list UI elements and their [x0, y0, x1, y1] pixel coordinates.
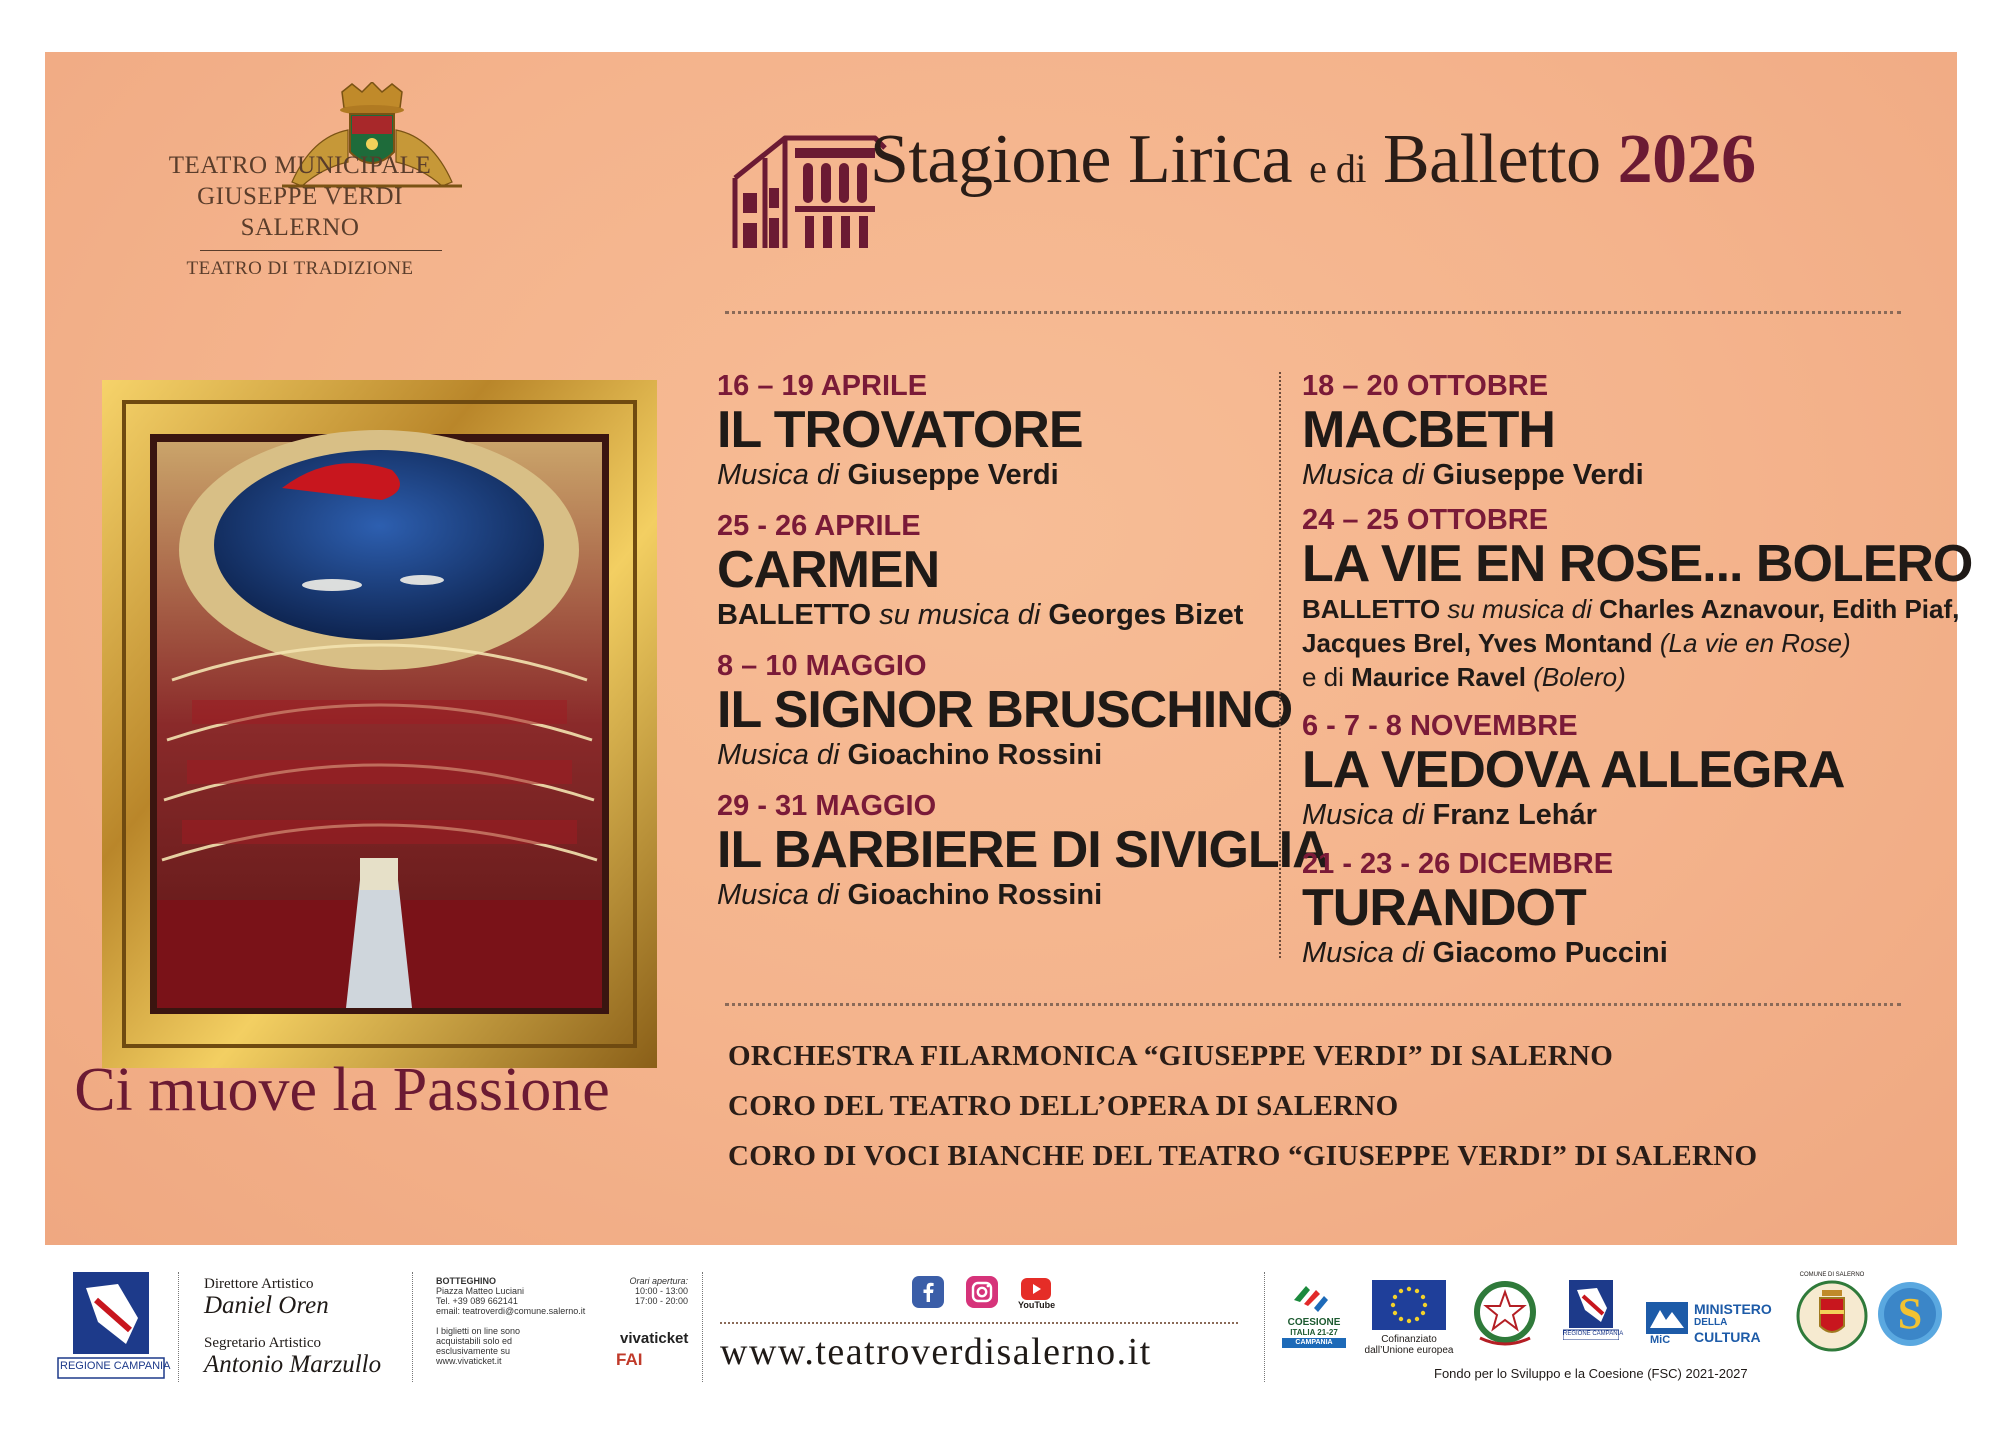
footer-divider: [702, 1272, 703, 1382]
fai-logo: FAI: [616, 1350, 643, 1369]
footer-divider: [412, 1272, 413, 1382]
footer-web-divider: [720, 1322, 1238, 1324]
ticket-note-line: esclusivamente su: [436, 1346, 511, 1356]
hours-title: Orari apertura:: [629, 1276, 688, 1286]
director-role: Direttore Artistico: [204, 1276, 314, 1292]
event-credit: [717, 738, 1217, 772]
eu-label-line: dall’Unione europea: [1364, 1345, 1454, 1356]
theatre-subtitle: TEATRO DI TRADIZIONE: [186, 258, 414, 279]
events-left-column: [717, 370, 1329, 912]
event-credit: [1302, 936, 1962, 970]
event-date: 25 - 26 APRILE: [717, 510, 921, 542]
event-date: 8 – 10 MAGGIO: [717, 650, 927, 682]
credit-genre: BALLETTO: [717, 599, 880, 631]
theatre-name-line-1: TEATRO MUNICIPALE: [168, 152, 432, 179]
event-title: CARMEN: [717, 541, 940, 599]
credit-italic: Musica di: [1302, 937, 1433, 969]
mic-logo: [1646, 1302, 1688, 1334]
theatre-name-line-3: SALERNO: [240, 214, 360, 241]
credit-composer: Giuseppe Verdi: [1432, 459, 1644, 491]
hours-line: 17:00 - 20:00: [634, 1296, 688, 1306]
ministry-label: [1694, 1302, 1772, 1344]
comune-salerno-label: COMUNE DI SALERNO: [1799, 1272, 1865, 1278]
credit-conjunction: e di: [1302, 662, 1352, 692]
credit-composer: Maurice Ravel: [1351, 662, 1534, 692]
facebook-icon[interactable]: [912, 1276, 944, 1308]
event-signor-bruschino: [717, 650, 1293, 772]
box-office-line: email: teatroverdi@comune.salerno.it: [436, 1306, 586, 1316]
event-title: MACBETH: [1302, 401, 1555, 459]
instagram-icon[interactable]: [966, 1276, 998, 1308]
event-title: LA VIE EN ROSE... BOLERO: [1302, 535, 1973, 593]
ensemble-childrens-choir: CORO DI VOCI BIANCHE DEL TEATRO “GIUSEPPE VERDI” DI SALERNO: [728, 1140, 1758, 1172]
event-trovatore: [717, 370, 1217, 492]
credit-composer: Gioachino Rossini: [847, 879, 1103, 911]
credit-note: (Bolero): [1533, 662, 1626, 692]
title-part-3: Balletto: [1382, 121, 1601, 198]
box-office-line: Piazza Matteo Luciani: [436, 1286, 525, 1296]
event-credit: [1302, 458, 1962, 492]
event-vedova-allegra: [1302, 710, 1962, 832]
youtube-icon[interactable]: [1021, 1278, 1051, 1300]
theatre-name: [140, 150, 460, 243]
coesione-label: [1282, 1318, 1346, 1348]
credit-italic: su musica di: [879, 599, 1049, 631]
event-macbeth: [1302, 370, 1962, 492]
credit-composer: Giacomo Puccini: [1432, 937, 1668, 969]
season-title: [870, 120, 1756, 200]
credit-composer: Jacques Brel, Yves Montand: [1302, 628, 1660, 658]
coesione-label-line: ITALIA 21-27: [1290, 1328, 1338, 1337]
title-part-1: Stagione Lirica: [870, 121, 1293, 198]
hours-line: 10:00 - 13:00: [634, 1286, 688, 1296]
event-date: 18 – 20 OTTOBRE: [1302, 370, 1549, 402]
event-turandot: [1302, 848, 1962, 970]
credit-composer: Georges Bizet: [1048, 599, 1244, 631]
secretary-name: Antonio Marzullo: [204, 1351, 382, 1378]
box-office-info: [436, 1276, 585, 1316]
credit-italic: Musica di: [1302, 459, 1433, 491]
director-name: Daniel Oren: [204, 1292, 329, 1319]
event-credit: [1302, 660, 1962, 694]
event-title: IL BARBIERE DI SIVIGLIA: [717, 821, 1329, 879]
event-barbiere: [717, 790, 1329, 912]
ministry-label-line: DELLA: [1694, 1317, 1728, 1328]
credit-genre: BALLETTO: [1302, 594, 1448, 624]
coesione-label-line: CAMPANIA: [1282, 1338, 1346, 1348]
divider-top: [725, 311, 1901, 314]
ensemble-orchestra: ORCHESTRA FILARMONICA “GIUSEPPE VERDI” DI SALERNO: [728, 1040, 1614, 1072]
event-credit: [1302, 626, 1962, 660]
regione-campania-label: REGIONE CAMPANIA: [60, 1360, 171, 1372]
regione-campania-small-label: REGIONE CAMPANIA: [1563, 1331, 1624, 1337]
credit-note: (La vie en Rose): [1659, 628, 1851, 658]
ministry-label-line: CULTURA: [1694, 1329, 1761, 1345]
credit-italic: su musica di: [1447, 594, 1600, 624]
theatre-name-line-2: GIUSEPPE VERDI: [197, 183, 403, 210]
event-credit: [1302, 592, 1962, 626]
credit-composer: Giuseppe Verdi: [847, 459, 1059, 491]
events-right-column: [1302, 370, 1973, 970]
event-credit: [717, 598, 1244, 632]
event-credit: [717, 458, 1217, 492]
column-divider: [1279, 372, 1281, 958]
ticket-note-line: acquistabili solo ed: [436, 1336, 513, 1346]
event-date: 6 - 7 - 8 NOVEMBRE: [1302, 710, 1578, 742]
event-title: IL SIGNOR BRUSCHINO: [717, 681, 1293, 739]
credit-composer: Charles Aznavour, Edith Piaf,: [1599, 594, 1960, 624]
mic-label: MiC: [1650, 1334, 1671, 1346]
event-date: 21 - 23 - 26 DICEMBRE: [1302, 848, 1614, 880]
framed-theatre-interior-image: [102, 380, 657, 1068]
event-date: 24 – 25 OTTOBRE: [1302, 504, 1549, 536]
eu-label-line: Cofinanziato: [1381, 1334, 1437, 1345]
youtube-label: YouTube: [1018, 1300, 1056, 1310]
event-title: IL TROVATORE: [717, 401, 1083, 459]
credit-italic: Musica di: [717, 739, 848, 771]
website-link[interactable]: www.teatroverdisalerno.it: [720, 1331, 1152, 1373]
footer-divider: [178, 1272, 179, 1382]
italian-republic-emblem: [1472, 1278, 1538, 1348]
divider-bottom: [725, 1003, 1901, 1006]
footer-divider: [1264, 1272, 1265, 1382]
event-title: TURANDOT: [1302, 879, 1586, 937]
fund-note: Fondo per lo Sviluppo e la Coesione (FSC) 2021-2027: [1434, 1366, 1748, 1381]
title-part-2: e di: [1309, 146, 1366, 191]
opening-hours: [616, 1276, 688, 1306]
coesione-label-line: COESIONE: [1287, 1317, 1341, 1328]
vivaticket-logo: vivaticket: [620, 1330, 689, 1347]
credit-composer: Franz Lehár: [1432, 799, 1597, 831]
event-credit: [717, 878, 1217, 912]
credit-italic: Musica di: [717, 459, 848, 491]
season-year: 2026: [1617, 121, 1756, 198]
coesione-italia-logo: [1290, 1280, 1330, 1316]
tagline: Ci muove la Passione: [74, 1056, 610, 1124]
ensemble-choir: CORO DEL TEATRO DELL’OPERA DI SALERNO: [728, 1090, 1399, 1122]
ticket-note-line: I biglietti on line sono: [436, 1326, 521, 1336]
ticket-note-line: www.vivaticket.it: [436, 1356, 502, 1366]
event-carmen: [717, 510, 1244, 632]
credit-italic: Musica di: [717, 879, 848, 911]
event-title: LA VEDOVA ALLEGRA: [1302, 741, 1845, 799]
event-la-vie-en-rose: [1302, 504, 1973, 694]
eu-label: [1352, 1334, 1466, 1356]
event-date: 29 - 31 MAGGIO: [717, 790, 937, 822]
event-credit: [1302, 798, 1962, 832]
event-date: 16 – 19 APRILE: [717, 370, 928, 402]
eu-flag-logo: [1372, 1280, 1446, 1330]
credit-italic: Musica di: [1302, 799, 1433, 831]
credit-composer: Gioachino Rossini: [847, 739, 1103, 771]
theatre-divider: [200, 250, 442, 251]
s-logo-letter: S: [1897, 1289, 1923, 1338]
ticket-note: [436, 1326, 520, 1366]
box-office-line: Tel. +39 089 662141: [436, 1296, 518, 1306]
box-office-title: BOTTEGHINO: [436, 1276, 496, 1286]
ministry-label-line: MINISTERO: [1694, 1301, 1772, 1317]
comune-salerno-seal: [1794, 1276, 1870, 1354]
secretary-role: Segretario Artistico: [204, 1335, 322, 1351]
